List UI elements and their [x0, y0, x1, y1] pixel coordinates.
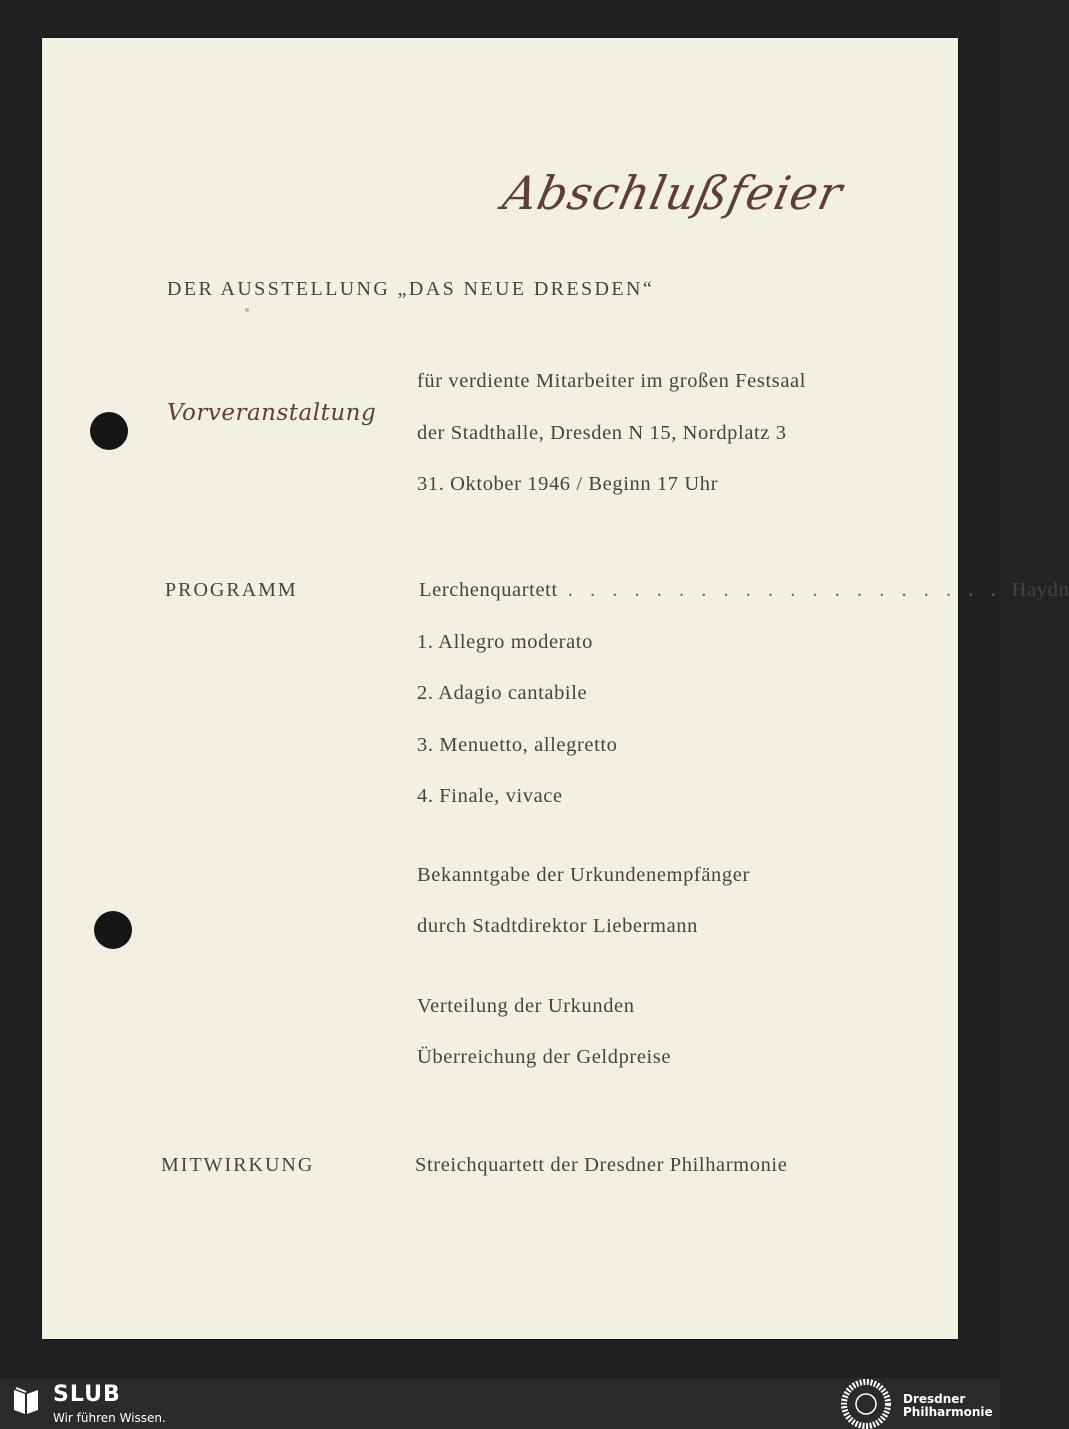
document-title: Abschlußfeier — [498, 166, 848, 220]
philharmonie-brand-line-1: Dresdner — [903, 1392, 966, 1406]
participation-label: MITWIRKUNG — [161, 1154, 315, 1176]
program-movement-1: 1. Allegro moderato — [417, 631, 593, 653]
program-composer: Haydn — [1011, 579, 1069, 601]
philharmonie-brand[interactable] — [903, 1393, 993, 1419]
footer-bar — [0, 1378, 1000, 1429]
program-piece-row — [419, 579, 1069, 602]
awards-line-2: Überreichung der Geldpreise — [417, 1046, 672, 1068]
document-subtitle: DER AUSSTELLUNG „DAS NEUE DRESDEN“ — [167, 278, 655, 300]
program-movement-4: 4. Finale, vivace — [417, 785, 563, 807]
program-label: PROGRAMM — [165, 579, 298, 601]
philharmonie-brand-line-2: Philharmonie — [903, 1405, 993, 1419]
slub-tagline: Wir führen Wissen. — [53, 1411, 166, 1425]
punch-hole-top — [90, 412, 128, 450]
paper-speck — [245, 308, 249, 312]
program-movement-3: 3. Menuetto, allegretto — [417, 734, 618, 756]
pre-event-line-2: der Stadthalle, Dresden N 15, Nordplatz 3 — [417, 422, 787, 444]
pre-event-label: Vorveranstaltung — [167, 400, 377, 426]
program-movement-2: 2. Adagio cantabile — [417, 682, 588, 704]
announcement-line-2: durch Stadtdirektor Liebermann — [417, 915, 698, 937]
slub-book-icon[interactable] — [12, 1386, 40, 1416]
program-piece: Lerchenquartett — [419, 579, 558, 601]
program-sheet — [42, 38, 1069, 1339]
pre-event-line-3: 31. Oktober 1946 / Beginn 17 Uhr — [417, 473, 719, 495]
awards-line-1: Verteilung der Urkunden — [417, 995, 635, 1017]
slub-brand[interactable]: SLUB — [53, 1382, 121, 1407]
punch-hole-bottom — [94, 911, 132, 949]
announcement-line-1: Bekanntgabe der Urkundenempfänger — [417, 864, 750, 886]
participation-value: Streichquartett der Dresdner Philharmonie — [415, 1154, 788, 1176]
pre-event-line-1: für verdiente Mitarbeiter im großen Festsaal — [417, 370, 807, 392]
philharmonie-sunburst-icon[interactable] — [842, 1380, 890, 1428]
program-dot-leader: . . . . . . . . . . . . . . . . . . . . — [567, 579, 1002, 601]
